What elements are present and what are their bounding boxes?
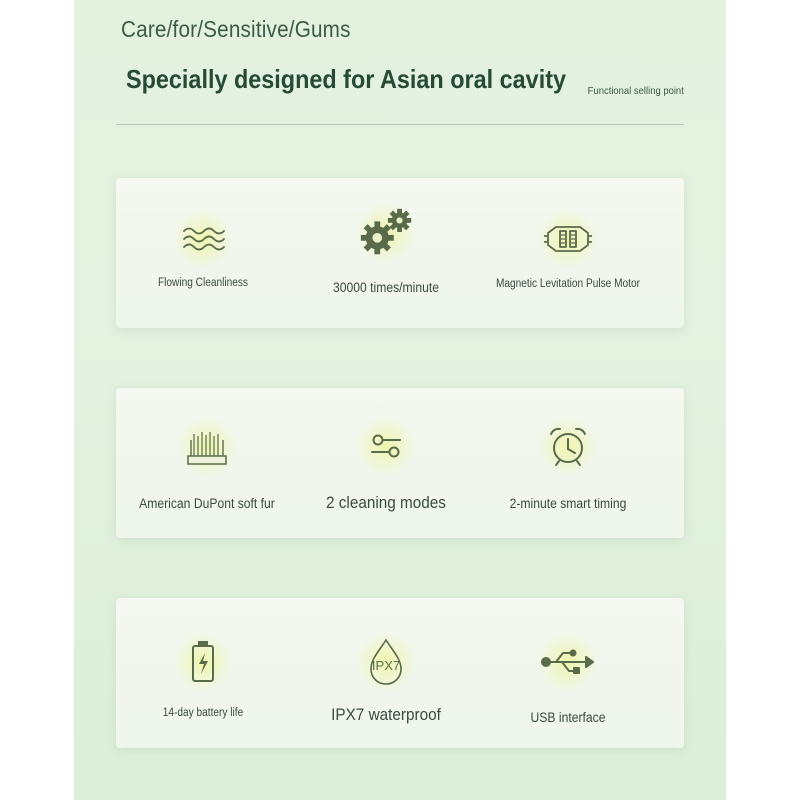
waves-icon bbox=[173, 209, 233, 269]
feature-usb bbox=[473, 598, 663, 748]
feature-smart-timing bbox=[473, 388, 663, 538]
feature-flowing-cleanliness bbox=[108, 178, 298, 328]
feature-label: IPX7 waterproof bbox=[331, 705, 441, 724]
feature-label: 2-minute smart timing bbox=[509, 496, 627, 511]
feature-label: Flowing Cleanliness bbox=[157, 277, 249, 289]
tagline: Care/for/Sensitive/Gums bbox=[121, 16, 351, 42]
feature-label: American DuPont soft fur bbox=[139, 496, 275, 511]
feature-motor bbox=[473, 178, 663, 328]
gears-icon bbox=[356, 203, 416, 263]
svg-text:IPX7: IPX7 bbox=[371, 658, 401, 673]
feature-label: Magnetic Levitation Pulse Motor bbox=[495, 278, 640, 290]
feature-card-2 bbox=[116, 388, 684, 538]
feature-label: 30000 times/minute bbox=[332, 280, 440, 295]
divider bbox=[116, 124, 684, 125]
selling-point-caption: Functional selling point bbox=[587, 85, 684, 97]
feature-card-3 bbox=[116, 598, 684, 748]
feature-label: 14-day battery life bbox=[162, 707, 244, 719]
feature-vibration-speed bbox=[291, 178, 481, 328]
battery-icon bbox=[173, 632, 233, 692]
feature-label: USB interface bbox=[530, 710, 606, 725]
feature-bristles bbox=[112, 388, 302, 538]
alarm-clock-icon bbox=[538, 416, 598, 476]
usb-icon bbox=[538, 632, 598, 692]
feature-label: 2 cleaning modes bbox=[326, 493, 446, 512]
motor-icon bbox=[538, 209, 598, 269]
bristles-icon bbox=[177, 417, 237, 477]
feature-waterproof bbox=[291, 598, 481, 748]
sliders-icon bbox=[356, 416, 416, 476]
waterdrop-icon bbox=[356, 632, 416, 692]
feature-cleaning-modes bbox=[291, 388, 481, 538]
feature-battery bbox=[108, 598, 298, 748]
feature-card-1 bbox=[116, 178, 684, 328]
headline: Specially designed for Asian oral cavity bbox=[126, 64, 567, 94]
